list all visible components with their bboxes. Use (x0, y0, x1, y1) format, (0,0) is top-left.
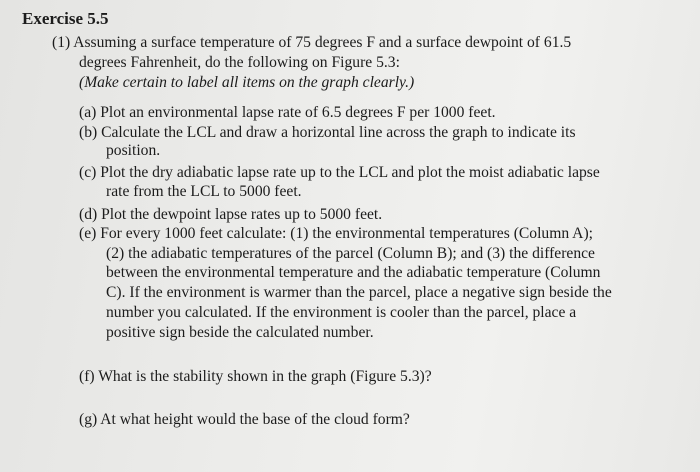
item-e-line-5: number you calculated. If the environment is cooler than the parcel, place a (106, 304, 577, 321)
item-e-line-4: C). If the environment is warmer than the parcel, place a negative sign beside the (106, 284, 612, 301)
item-e-line-3: between the environmental temperature and the adiabatic temperature (Column (106, 264, 601, 281)
item-c-line-2: rate from the LCL to 5000 feet. (106, 183, 302, 200)
item-e-line-2: (2) the adiabatic temperatures of the parcel (Column B); and (3) the difference (106, 245, 595, 262)
item-f-line-1: (f) What is the stability shown in the graph (Figure 5.3)? (79, 368, 432, 385)
part1-instruction: (Make certain to label all items on the graph clearly.) (79, 74, 415, 91)
part1-line-2: degrees Fahrenheit, do the following on Figure 5.3: (79, 54, 400, 71)
item-g-line-1: (g) At what height would the base of the cloud form? (79, 411, 410, 428)
item-d-line-1: (d) Plot the dewpoint lapse rates up to 5000 feet. (79, 206, 383, 223)
item-b-line-1: (b) Calculate the LCL and draw a horizontal line across the graph to indicate its (79, 124, 576, 141)
part1-line-1: (1) Assuming a surface temperature of 75 degrees F and a surface dewpoint of 61.5 (52, 34, 572, 51)
item-c-line-1: (c) Plot the dry adiabatic lapse rate up to the LCL and plot the moist adiabatic lapse (79, 164, 600, 181)
item-b-line-2: position. (106, 142, 161, 159)
item-e-line-6: positive sign beside the calculated number. (106, 324, 374, 341)
item-a-line-1: (a) Plot an environmental lapse rate of 6.5 degrees F per 1000 feet. (79, 104, 496, 121)
exercise-title: Exercise 5.5 (22, 9, 109, 28)
item-e-line-1: (e) For every 1000 feet calculate: (1) the environmental temperatures (Column A); (79, 225, 593, 242)
